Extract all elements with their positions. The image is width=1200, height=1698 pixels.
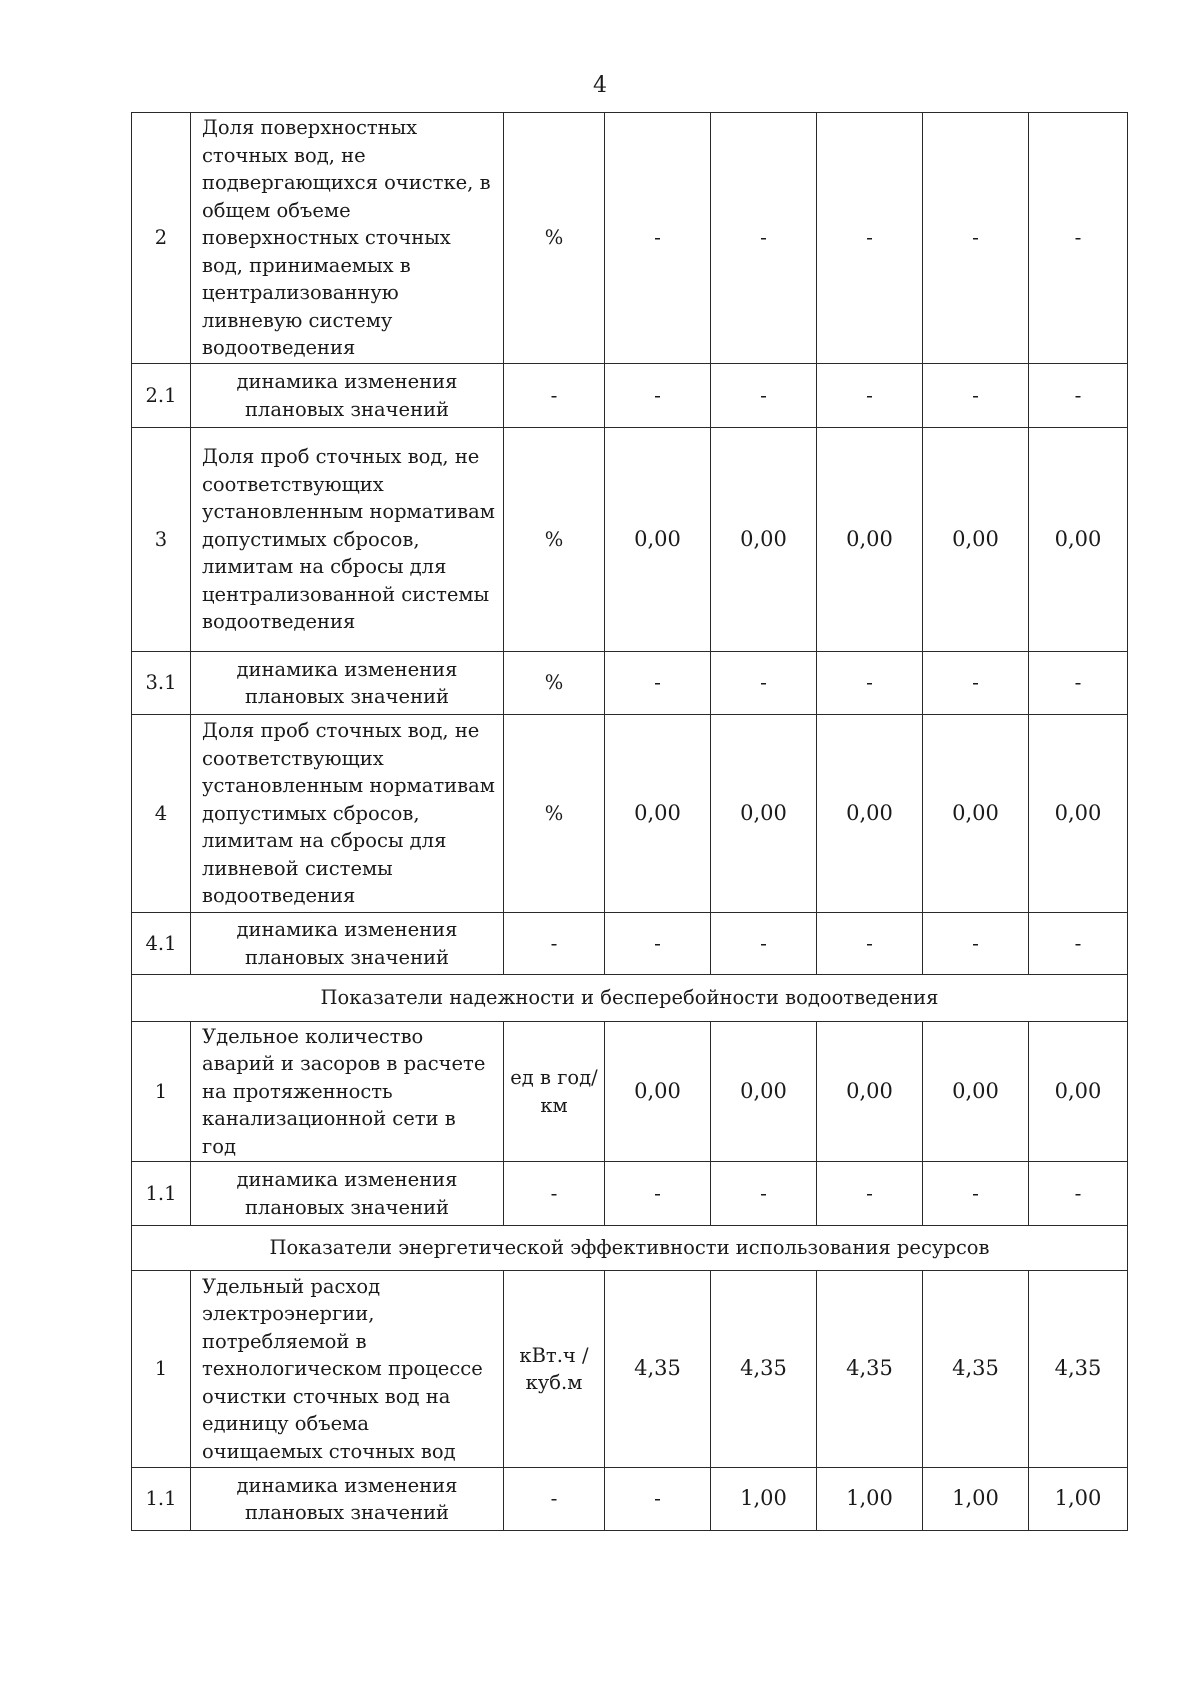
indicator-name: Доля проб сточных вод, не соответствующих установленным нормативам допустимых сбросов, лимитам на сбросы для централизованной системы водоотведения [191, 428, 504, 652]
value-cell: - [711, 652, 817, 715]
value-cell: - [605, 913, 711, 975]
value-cell: 0,00 [711, 428, 817, 652]
value-cell: - [817, 1162, 923, 1226]
value-cell: 4,35 [817, 1271, 923, 1468]
value-cell: 0,00 [711, 1022, 817, 1162]
value-cell: - [711, 913, 817, 975]
row-number: 1 [132, 1022, 191, 1162]
indicator-name: динамика изменения плановых значений [191, 1468, 504, 1531]
value-cell: - [1029, 364, 1128, 428]
value-cell: - [817, 364, 923, 428]
value-cell: 1,00 [711, 1468, 817, 1531]
value-cell: - [923, 364, 1029, 428]
unit-cell: - [504, 913, 605, 975]
row-number: 1.1 [132, 1468, 191, 1531]
unit-cell: % [504, 428, 605, 652]
table-row [132, 913, 1128, 975]
value-cell: 0,00 [817, 1022, 923, 1162]
value-cell: 1,00 [923, 1468, 1029, 1531]
row-number: 1 [132, 1271, 191, 1468]
value-cell: 0,00 [605, 715, 711, 913]
page-number: 4 [593, 73, 607, 98]
value-cell: - [817, 913, 923, 975]
value-cell: 4,35 [711, 1271, 817, 1468]
value-cell: 0,00 [923, 428, 1029, 652]
unit-cell: % [504, 652, 605, 715]
table-row [132, 1022, 1128, 1162]
value-cell: 1,00 [1029, 1468, 1128, 1531]
row-number: 2.1 [132, 364, 191, 428]
value-cell: - [605, 113, 711, 364]
table-row [132, 1271, 1128, 1468]
indicator-name: динамика изменения плановых значений [191, 1162, 504, 1226]
unit-cell: ед в год/ км [504, 1022, 605, 1162]
value-cell: - [1029, 913, 1128, 975]
indicator-name: Удельный расход электроэнергии, потребляемой в технологическом процессе очистки сточных вод на единицу объема очищаемых сточных вод [191, 1271, 504, 1468]
indicators-table [131, 112, 1128, 1531]
value-cell: - [605, 652, 711, 715]
value-cell: 0,00 [1029, 1022, 1128, 1162]
table-row [132, 652, 1128, 715]
value-cell: - [817, 113, 923, 364]
table-row [132, 113, 1128, 364]
row-number: 4.1 [132, 913, 191, 975]
value-cell: 4,35 [605, 1271, 711, 1468]
value-cell: - [923, 913, 1029, 975]
value-cell: 0,00 [1029, 715, 1128, 913]
value-cell: 4,35 [923, 1271, 1029, 1468]
unit-cell: % [504, 715, 605, 913]
value-cell: - [1029, 1162, 1128, 1226]
unit-cell: - [504, 1162, 605, 1226]
value-cell: 0,00 [817, 428, 923, 652]
table-row [132, 1162, 1128, 1226]
value-cell: - [923, 652, 1029, 715]
unit-cell: кВт.ч / куб.м [504, 1271, 605, 1468]
value-cell: - [923, 1162, 1029, 1226]
table-row [132, 715, 1128, 913]
value-cell: 0,00 [1029, 428, 1128, 652]
value-cell: - [923, 113, 1029, 364]
indicator-name: Доля проб сточных вод, не соответствующих установленным нормативам допустимых сбросов, лимитам на сбросы для ливневой системы водоотведения [191, 715, 504, 913]
value-cell: 1,00 [817, 1468, 923, 1531]
unit-cell: - [504, 1468, 605, 1531]
value-cell: - [1029, 113, 1128, 364]
value-cell: - [605, 364, 711, 428]
table-row [132, 364, 1128, 428]
value-cell: - [711, 364, 817, 428]
value-cell: - [711, 113, 817, 364]
section-header-row [132, 975, 1128, 1022]
value-cell: - [1029, 652, 1128, 715]
row-number: 3.1 [132, 652, 191, 715]
value-cell: - [817, 652, 923, 715]
row-number: 3 [132, 428, 191, 652]
section-header-row [132, 1226, 1128, 1271]
value-cell: - [605, 1468, 711, 1531]
value-cell: 0,00 [923, 715, 1029, 913]
value-cell: 0,00 [605, 1022, 711, 1162]
value-cell: 0,00 [605, 428, 711, 652]
unit-cell: - [504, 364, 605, 428]
value-cell: - [711, 1162, 817, 1226]
table-row [132, 1468, 1128, 1531]
section-title: Показатели энергетической эффективности использования ресурсов [132, 1226, 1128, 1271]
indicator-name: динамика изменения плановых значений [191, 913, 504, 975]
value-cell: 0,00 [817, 715, 923, 913]
value-cell: - [605, 1162, 711, 1226]
row-number: 1.1 [132, 1162, 191, 1226]
row-number: 2 [132, 113, 191, 364]
value-cell: 0,00 [923, 1022, 1029, 1162]
table-row [132, 428, 1128, 652]
indicator-name: динамика изменения плановых значений [191, 652, 504, 715]
indicator-name: Удельное количество аварий и засоров в расчете на протяженность канализационной сети в год [191, 1022, 504, 1162]
row-number: 4 [132, 715, 191, 913]
section-title: Показатели надежности и бесперебойности водоотведения [132, 975, 1128, 1022]
value-cell: 0,00 [711, 715, 817, 913]
indicator-name: Доля поверхностных сточных вод, не подвергающихся очистке, в общем объеме поверхностных сточных вод, принимаемых в централизованную ливневую систему водоотведения [191, 113, 504, 364]
value-cell: 4,35 [1029, 1271, 1128, 1468]
unit-cell: % [504, 113, 605, 364]
indicator-name: динамика изменения плановых значений [191, 364, 504, 428]
